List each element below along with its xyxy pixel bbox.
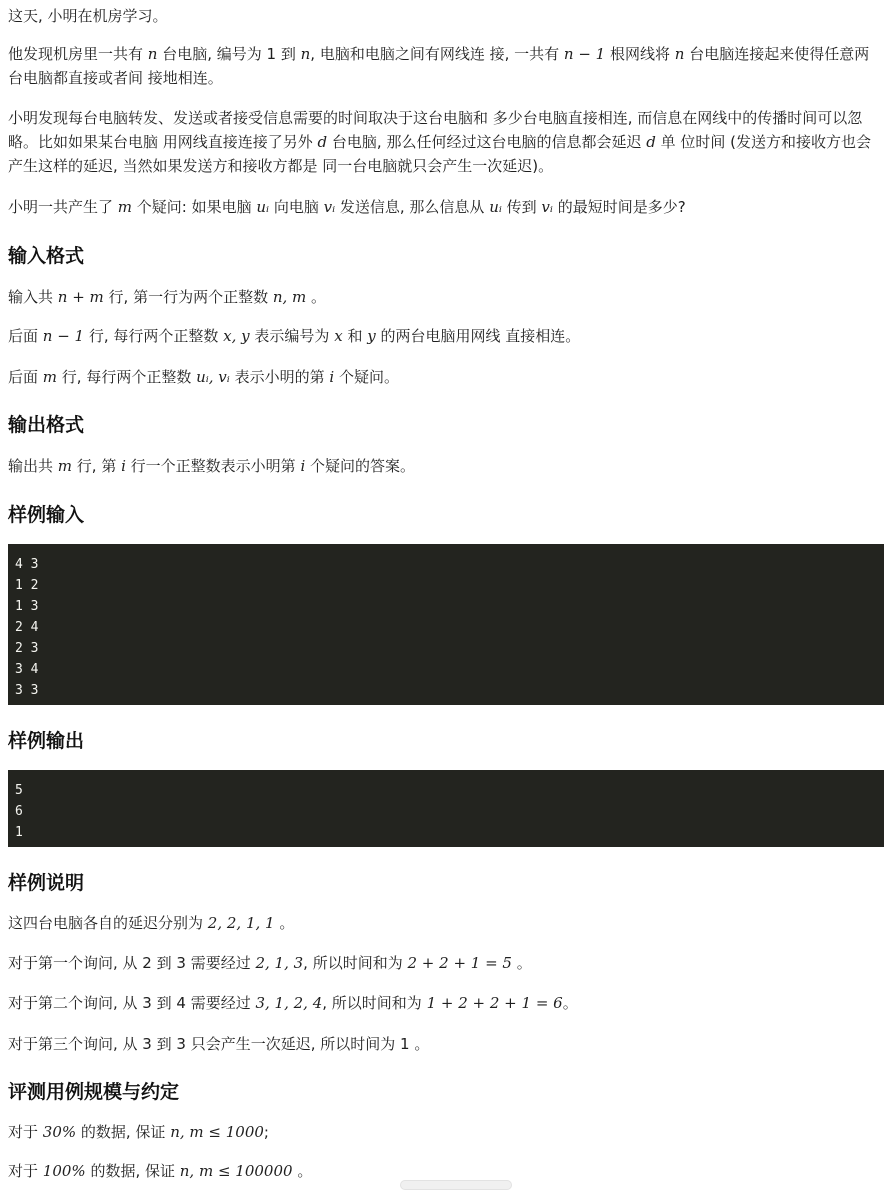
- math: i: [329, 368, 335, 386]
- text: 。: [562, 994, 578, 1012]
- math: 2, 2, 1, 1: [207, 914, 275, 932]
- intro-text: 这天, 小明在机房学习。: [8, 7, 168, 25]
- text: 表示小明的第: [229, 368, 330, 386]
- math: n − 1: [42, 327, 85, 345]
- code-line: 5: [15, 783, 23, 798]
- text: 。: [292, 1162, 313, 1180]
- text: 行, 每行两个正整数: [84, 327, 224, 345]
- output-format-heading: 输出格式: [8, 414, 85, 436]
- text: 输入共: [8, 288, 58, 306]
- code-line: 3 4: [15, 662, 39, 677]
- sample-input-code-block: [8, 544, 884, 705]
- scroll-indicator[interactable]: [400, 1180, 512, 1190]
- text: 向电脑: [269, 198, 324, 216]
- math: d: [317, 133, 328, 151]
- text: 小明一共产生了: [8, 198, 118, 216]
- math: uᵢ, vᵢ: [196, 368, 230, 386]
- text: 后面: [8, 327, 43, 345]
- math: n, m: [272, 288, 307, 306]
- explanation-line-3: [8, 991, 882, 1015]
- output-line-1: [8, 454, 882, 478]
- math: n: [674, 45, 685, 63]
- text: 他发现机房里一共有: [8, 45, 148, 63]
- text: 和: [342, 327, 368, 345]
- code-line: 1 3: [15, 599, 39, 614]
- sample-output-code-block: [8, 770, 884, 847]
- math: n: [300, 45, 311, 63]
- math: 30%: [42, 1123, 77, 1141]
- math: uᵢ: [489, 198, 502, 216]
- explanation-line-4: 对于第三个询问, 从 3 到 3 只会产生一次延迟, 所以时间为 1 。: [8, 1035, 430, 1053]
- sample-explanation-heading: 样例说明: [8, 872, 85, 894]
- text: 个疑问。: [334, 368, 399, 386]
- text: 对于: [8, 1162, 43, 1180]
- code-line: 2 3: [15, 641, 39, 656]
- math: 2, 1, 3: [255, 954, 304, 972]
- math: i: [300, 457, 306, 475]
- input-line-1: [8, 285, 882, 309]
- input-line-3: [8, 365, 882, 389]
- text: 。: [306, 288, 327, 306]
- explanation-line-2: [8, 951, 882, 975]
- math: 2 + 2 + 1 = 5: [407, 954, 512, 972]
- math: d: [646, 133, 656, 151]
- text: 表示编号为: [249, 327, 335, 345]
- text: 单 位时间 (发送方和接收方也会产生这样的延迟, 当然如果发送方和接收方都是 同一台电脑就只会产生一次延迟)。: [8, 133, 872, 175]
- text: 小明发现每台电脑转发、发送或者接受信息需要的时间取决于这台电脑和 多少台电脑直接相连, 而信息在网线中的传播时间可以忽略。比如如果某台电脑 用网线直接连接了另外: [8, 109, 863, 151]
- math: m: [42, 368, 58, 386]
- text: 。: [274, 914, 295, 932]
- math: m: [117, 198, 133, 216]
- code-line: 1 2: [15, 578, 39, 593]
- math: 100%: [42, 1162, 86, 1180]
- text: ;: [263, 1123, 269, 1141]
- text: 发送信息, 那么信息从: [335, 198, 490, 216]
- description-paragraph-2: [8, 106, 882, 178]
- text: 台电脑, 那么任何经过这台电脑的信息都会延迟: [327, 133, 647, 151]
- text: , 所以时间和为: [303, 954, 408, 972]
- input-line-2: [8, 324, 882, 348]
- text: , 电脑和电脑之间有网线连 接, 一共有: [310, 45, 564, 63]
- description-paragraph-1: [8, 42, 882, 90]
- math: n − 1: [563, 45, 606, 63]
- code-line: 6: [15, 804, 23, 819]
- text: 根网线将: [605, 45, 675, 63]
- math: i: [121, 457, 126, 475]
- explanation-line-1: [8, 911, 882, 935]
- code-line: 1: [15, 825, 23, 840]
- sample-input-heading: 样例输入: [8, 504, 85, 526]
- math: x: [334, 327, 343, 345]
- text: 传到: [501, 198, 542, 216]
- math: 1 + 2 + 2 + 1 = 6: [426, 994, 563, 1012]
- text: , 所以时间和为: [322, 994, 427, 1012]
- math: n, m ≤ 100000: [179, 1162, 293, 1180]
- text: 的两台电脑用网线 直接相连。: [375, 327, 581, 345]
- text: 行, 第一行为两个正整数: [103, 288, 273, 306]
- math: vᵢ: [541, 198, 553, 216]
- math: uᵢ: [256, 198, 270, 216]
- text: 输出共: [8, 457, 58, 475]
- text: 的最短时间是多少?: [552, 198, 686, 216]
- text: 。: [511, 954, 532, 972]
- text: 的数据, 保证: [85, 1162, 180, 1180]
- text: 台电脑连接起来使得任意两台电脑都直接或者间 接地相连。: [8, 45, 870, 87]
- text: 个疑问的答案。: [305, 457, 416, 475]
- math: m: [57, 457, 73, 475]
- text: 后面: [8, 368, 43, 386]
- text: 对于: [8, 1123, 43, 1141]
- math: vᵢ: [323, 198, 336, 216]
- description-paragraph-3: [8, 195, 882, 219]
- math: n: [147, 45, 158, 63]
- sample-output-heading: 样例输出: [8, 730, 85, 752]
- math: 3, 1, 2, 4: [255, 994, 323, 1012]
- scale-line-1: [8, 1120, 882, 1144]
- math: x, y: [223, 327, 250, 345]
- text: 对于第二个询问, 从 3 到 4 需要经过: [8, 994, 256, 1012]
- text: 行, 第: [72, 457, 122, 475]
- text: 的数据, 保证: [76, 1123, 171, 1141]
- code-line: 3 3: [15, 683, 39, 698]
- text: 个疑问: 如果电脑: [132, 198, 257, 216]
- math: n, m ≤ 1000: [170, 1123, 264, 1141]
- scale-heading: 评测用例规模与约定: [8, 1081, 180, 1103]
- text: 对于第一个询问, 从 2 到 3 需要经过: [8, 954, 256, 972]
- input-format-heading: 输入格式: [8, 245, 85, 267]
- text: 行一个正整数表示小明第: [125, 457, 301, 475]
- math: n + m: [57, 288, 104, 306]
- code-line: 2 4: [15, 620, 39, 635]
- text: 这四台电脑各自的延迟分别为: [8, 914, 208, 932]
- math: y: [367, 327, 376, 345]
- text: 台电脑, 编号为 1 到: [157, 45, 301, 63]
- code-line: 4 3: [15, 557, 39, 572]
- text: 行, 每行两个正整数: [57, 368, 197, 386]
